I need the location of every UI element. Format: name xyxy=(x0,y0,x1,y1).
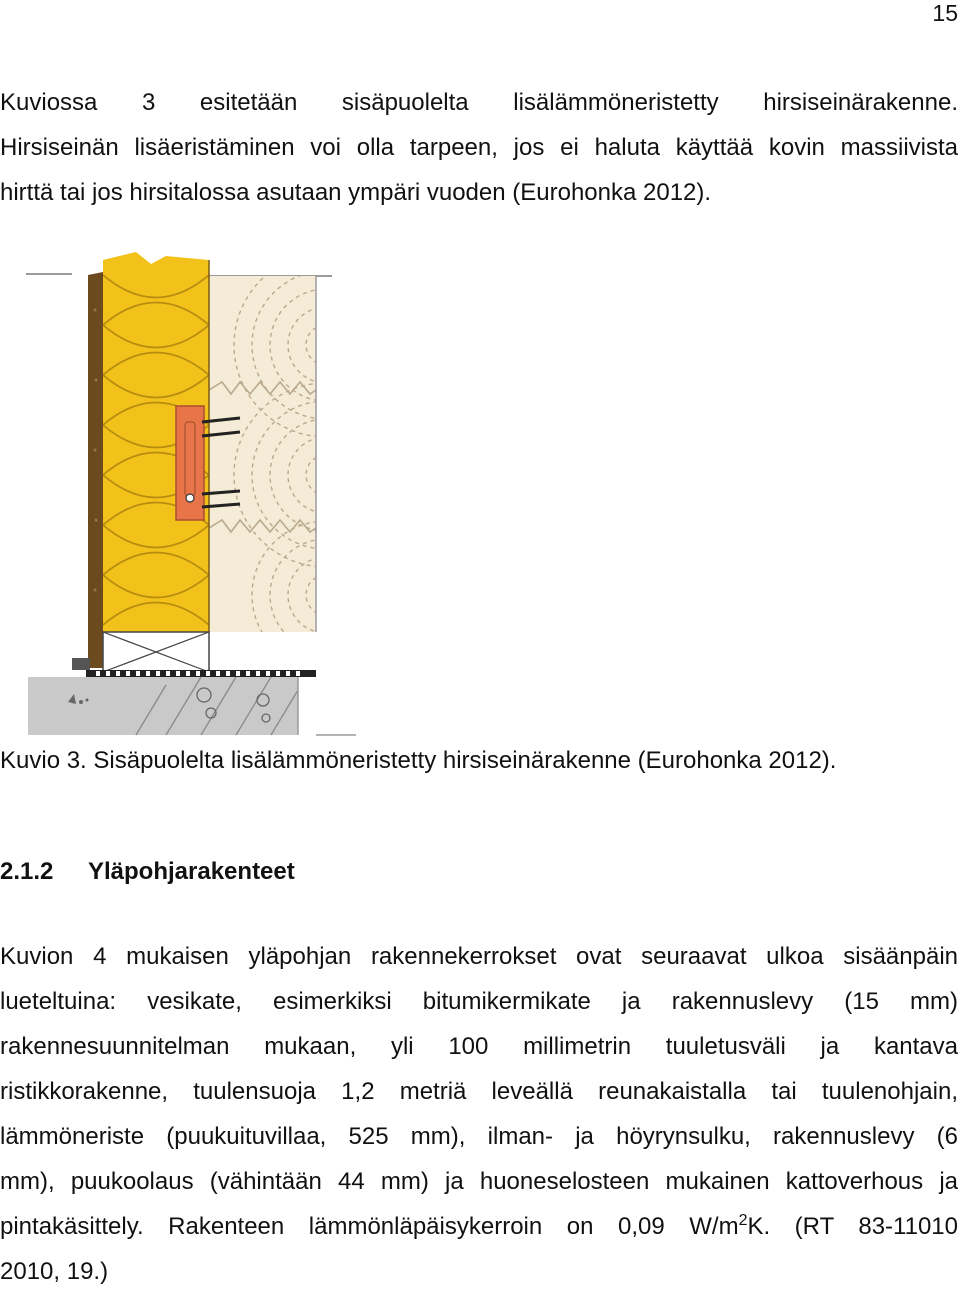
section-number: 2.1.2 xyxy=(0,858,54,885)
intro-paragraph xyxy=(0,80,958,215)
section-paragraph xyxy=(0,934,958,1294)
section-line-2: lueteltuina: vesikate, esimerkiksi bitumikermikate ja rakennuslevy (15 mm) xyxy=(0,988,958,1015)
intro-line-3: hirttä tai jos hirsitalossa asutaan ympäri vuoden (Eurohonka 2012). xyxy=(0,179,712,206)
wall-section-figure xyxy=(26,250,358,740)
section-heading xyxy=(0,852,295,892)
section-line-7 xyxy=(0,1204,958,1249)
concrete-foundation xyxy=(28,677,356,735)
section-title: Yläpohjarakenteet xyxy=(88,858,295,885)
figure-caption: Kuvio 3. Sisäpuolelta lisälämmöneristetty hirsiseinärakenne (Eurohonka 2012). xyxy=(0,747,837,774)
section-line-8: 2010, 19.) xyxy=(0,1258,109,1285)
page-number: 15 xyxy=(932,0,958,26)
section-line-3: rakennesuunnitelman mukaan, yli 100 millimetrin tuuletusväli ja kantava xyxy=(0,1033,958,1060)
intro-line-1: Kuviossa 3 esitetään sisäpuolelta lisälämmöneristetty hirsiseinärakenne. xyxy=(0,89,958,116)
section-line-5: lämmöneriste (puukuituvillaa, 525 mm), ilman- ja höyrynsulku, rakennuslevy (6 xyxy=(0,1123,958,1150)
superscript-two: 2 xyxy=(738,1212,748,1229)
log-wall xyxy=(209,253,358,669)
section-line-1: Kuvion 4 mukaisen yläpohjan rakennekerrokset ovat seuraavat ulkoa sisäänpäin xyxy=(0,943,958,970)
section-line-6: mm), puukoolaus (vähintään 44 mm) ja huoneselosteen mukainen kattoverhous ja xyxy=(0,1168,958,1195)
intro-line-2: Hirsiseinän lisäeristäminen voi olla tarpeen, jos ei haluta käyttää kovin massiivista xyxy=(0,134,958,161)
wood-panel xyxy=(88,272,103,668)
section-line-4: ristikkorakenne, tuulensuoja 1,2 metriä leveällä reunakaistalla tai tuulenohjain, xyxy=(0,1078,958,1105)
sill-block xyxy=(103,632,209,672)
section-line-7-before: pintakäsittely. Rakenteen lämmönläpäisykerroin on 0,09 W/m xyxy=(0,1213,739,1240)
section-line-7-after: K. (RT 83-11010 xyxy=(747,1213,958,1240)
